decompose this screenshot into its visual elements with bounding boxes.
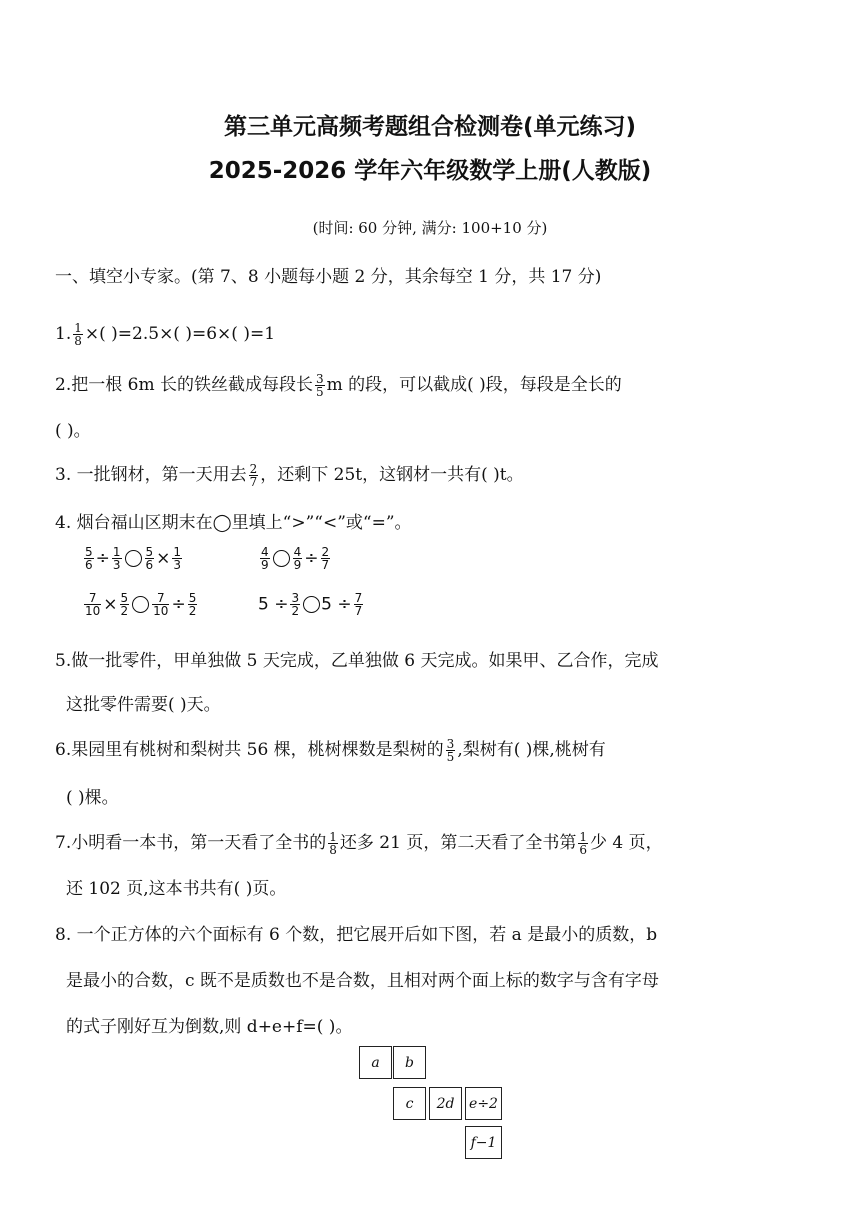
question-4: 4. 烟台福山区期末在◯里填上“>”“<”或“=”。 (55, 513, 412, 533)
question-5-line1: 5.做一批零件，甲单独做 5 天完成，乙单独做 6 天完成。如果甲、乙合作，完成 (55, 651, 659, 671)
compare-circle[interactable] (273, 550, 290, 567)
q1-text: ×( )=2.5×( )=6×( )=1 (84, 324, 276, 344)
question-6 (55, 735, 606, 763)
q4-expression-3: $\frac{7}{10}$ × $\frac{5}{2}$ $\frac{7}{10}$ ÷ $\frac{5}{2}$ (85, 591, 197, 618)
q2-text-b: m 的段，可以截成( )段，每段是全长的 (326, 375, 622, 395)
q6-text-a: 6.果园里有桃树和梨树共 56 棵，桃树棵数是梨树的 (55, 740, 444, 760)
net-face-2d: 2d (429, 1087, 462, 1120)
compare-circle[interactable] (125, 550, 142, 567)
net-face-b: b (393, 1046, 426, 1079)
q2-fraction: $\frac{3}{5}$ (315, 372, 324, 399)
q7-text-a: 7.小明看一本书，第一天看了全书的 (55, 833, 327, 853)
doc-title: 第三单元高频考题组合检测卷(单元练习) (223, 114, 637, 140)
question-2 (55, 370, 622, 398)
q6-text-b: ,梨树有( )棵,桃树有 (457, 740, 606, 760)
q2-text-a: 2.把一根 6m 长的铁丝截成每段长 (55, 375, 313, 395)
exam-info: (时间: 60 分钟, 满分: 100+10 分) (312, 219, 548, 237)
question-1 (55, 322, 275, 347)
q4-expression-1: $\frac{5}{6}$ ÷ $\frac{1}{3}$ $\frac{5}{6}$ × $\frac{1}{3}$ (85, 545, 182, 572)
q7-text-b: 还多 21 页，第二天看了全书第 (339, 833, 577, 853)
compare-circle[interactable] (303, 596, 320, 613)
question-7-line2: 还 102 页,这本书共有( )页。 (66, 879, 287, 899)
q7-fraction-1: $\frac{1}{8}$ (329, 830, 337, 857)
q2-line2: ( )。 (55, 421, 91, 441)
question-7 (55, 828, 663, 856)
question-5-line2: 这批零件需要( )天。 (66, 695, 221, 715)
compare-circle[interactable] (132, 596, 149, 613)
q3-fraction: $\frac{2}{7}$ (249, 462, 258, 489)
net-face-f-minus-1: f−1 (465, 1126, 502, 1159)
q7-text-c: 少 4 页， (589, 833, 663, 853)
question-8-line1: 8. 一个正方体的六个面标有 6 个数，把它展开后如下图，若 a 是最小的质数，b (55, 925, 658, 945)
net-face-e-div-2: e÷2 (465, 1087, 502, 1120)
net-face-c: c (393, 1087, 426, 1120)
q7-fraction-2: $\frac{1}{6}$ (579, 830, 587, 857)
question-6-line2: ( )棵。 (66, 788, 119, 808)
question-8-line2: 是最小的合数，c 既不是质数也不是合数，且相对两个面上标的数字与含有字母 (66, 971, 659, 991)
q3-text-a: 3. 一批钢材，第一天用去 (55, 465, 247, 485)
q4-expression-2: $\frac{4}{9}$ $\frac{4}{9}$ ÷ $\frac{2}{7}$ (261, 545, 330, 572)
q4-expression-4: 5 ÷ $\frac{3}{2}$ 5 ÷ $\frac{7}{7}$ (258, 591, 363, 618)
q6-fraction: $\frac{3}{5}$ (446, 737, 455, 764)
q3-text-b: ，还剩下 25t，这钢材一共有( )t。 (260, 465, 524, 485)
doc-subtitle: 2025-2026 学年六年级数学上册(人教版) (208, 158, 652, 184)
cube-net-figure (359, 1046, 509, 1166)
question-3 (55, 460, 524, 488)
net-face-a: a (359, 1046, 392, 1079)
question-8-line3: 的式子刚好互为倒数,则 d+e+f=( )。 (66, 1017, 353, 1037)
q1-number: 1. (55, 324, 72, 344)
q1-fraction: $\frac{1}{8}$ (74, 321, 82, 348)
section-heading: 一、填空小专家。(第 7、8 小题每小题 2 分，其余每空 1 分，共 17 分) (55, 267, 602, 287)
